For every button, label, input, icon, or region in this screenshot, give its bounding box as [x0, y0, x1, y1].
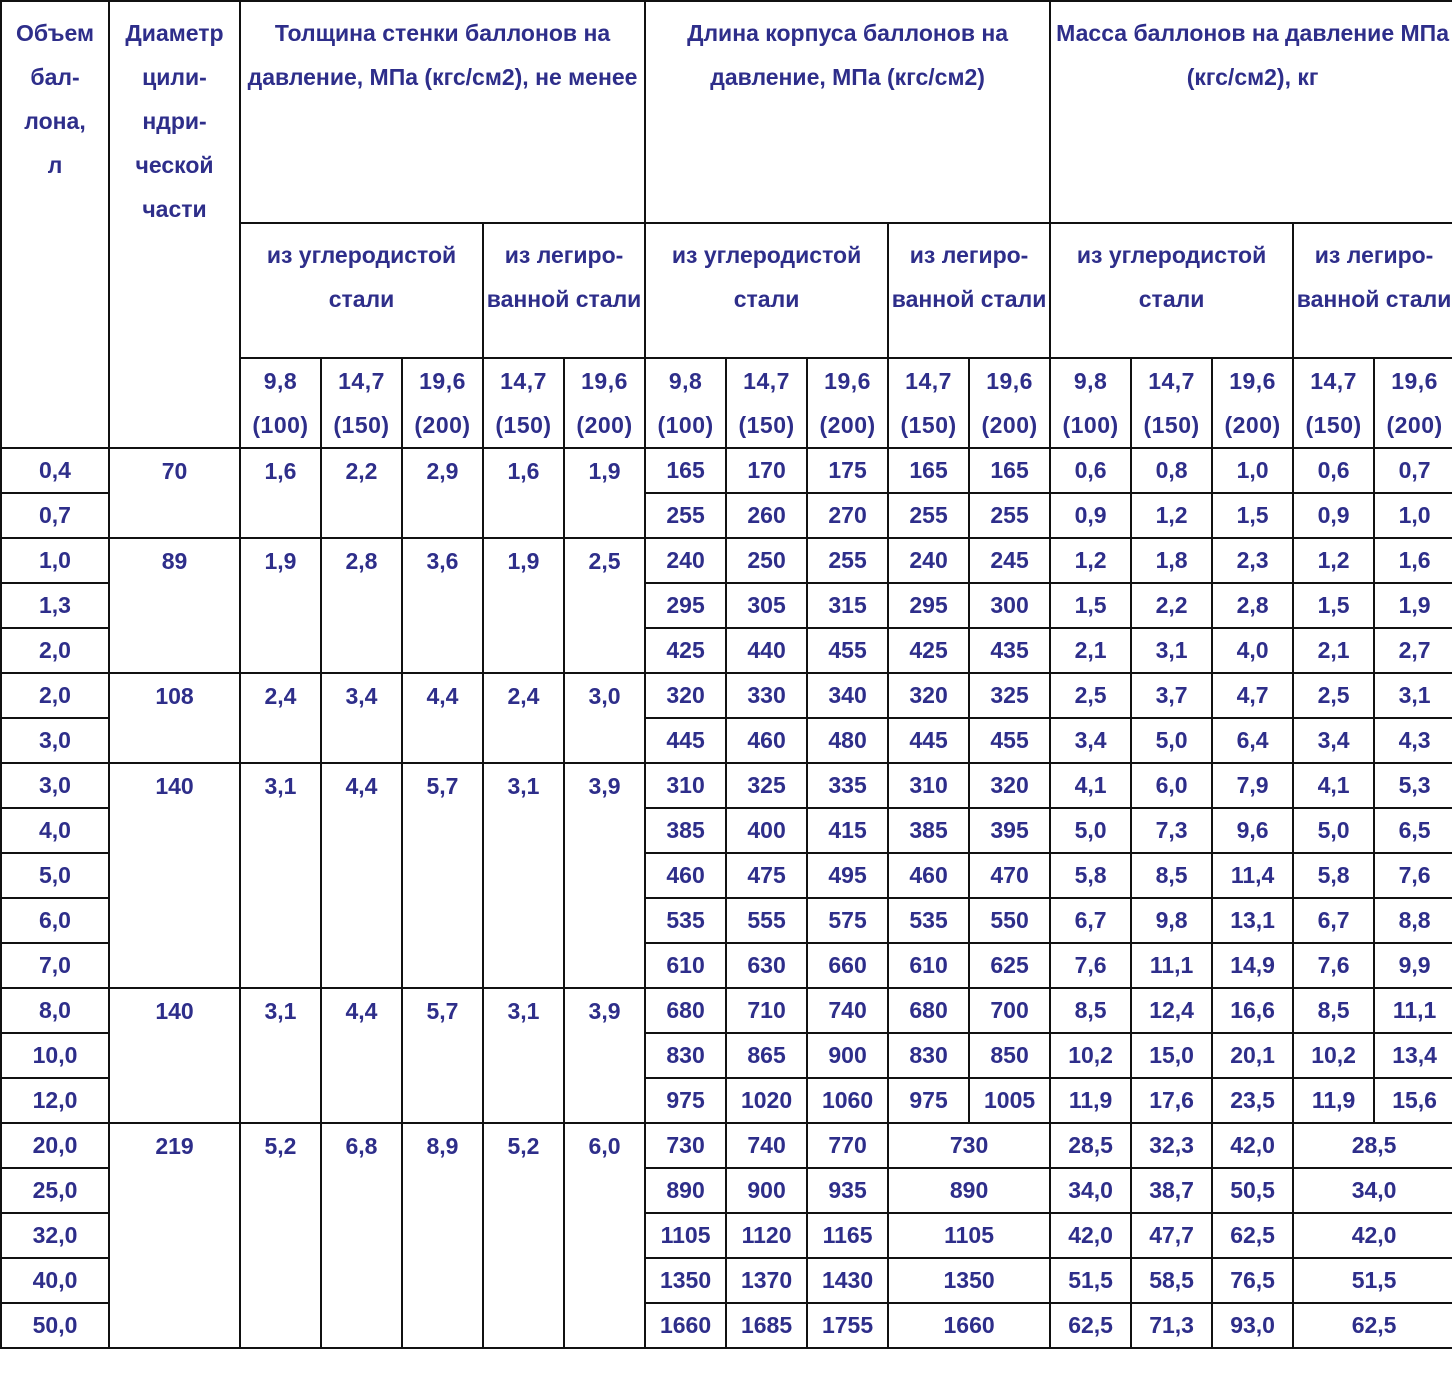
length-cell: 900: [726, 1168, 807, 1213]
mass-cell: 1,2: [1131, 493, 1212, 538]
mass-cell: 2,2: [1131, 583, 1212, 628]
length-cell: 935: [807, 1168, 888, 1213]
mass-cell: 9,8: [1131, 898, 1212, 943]
mass-cell: 2,3: [1212, 538, 1293, 583]
length-cell: 535: [645, 898, 726, 943]
pressure-header: 9,8 (100): [645, 358, 726, 448]
length-cell: 470: [969, 853, 1050, 898]
thickness-cell: 2,4: [483, 673, 564, 763]
length-cell: 385: [888, 808, 969, 853]
length-cell: 475: [726, 853, 807, 898]
length-cell: 710: [726, 988, 807, 1033]
length-alloy-header: из легиро-ванной стали: [888, 223, 1050, 358]
thickness-cell: 4,4: [321, 763, 402, 988]
length-cell: 1350: [888, 1258, 1050, 1303]
mass-cell: 4,1: [1050, 763, 1131, 808]
mass-cell: 71,3: [1131, 1303, 1212, 1348]
length-cell: 1430: [807, 1258, 888, 1303]
mass-cell: 5,0: [1293, 808, 1374, 853]
pressure-header: 19,6 (200): [1374, 358, 1452, 448]
length-cell: 480: [807, 718, 888, 763]
mass-cell: 4,7: [1212, 673, 1293, 718]
length-cell: 740: [807, 988, 888, 1033]
mass-cell: 62,5: [1050, 1303, 1131, 1348]
thickness-cell: 2,9: [402, 448, 483, 538]
mass-cell: 58,5: [1131, 1258, 1212, 1303]
mass-carbon-header: из углеродистой стали: [1050, 223, 1293, 358]
length-carbon-header: из углеродистой стали: [645, 223, 888, 358]
mass-cell: 93,0: [1212, 1303, 1293, 1348]
length-cell: 1005: [969, 1078, 1050, 1123]
length-cell: 295: [888, 583, 969, 628]
length-cell: 975: [645, 1078, 726, 1123]
mass-cell: 5,8: [1293, 853, 1374, 898]
table-body: [1, 448, 1452, 1348]
length-cell: 610: [888, 943, 969, 988]
mass-cell: 34,0: [1293, 1168, 1452, 1213]
pressure-header: 19,6 (200): [564, 358, 645, 448]
pressure-header: 14,7 (150): [1293, 358, 1374, 448]
mass-cell: 11,1: [1374, 988, 1452, 1033]
volume-cell: 6,0: [1, 898, 109, 943]
volume-cell: 7,0: [1, 943, 109, 988]
volume-cell: 1,0: [1, 538, 109, 583]
length-cell: 175: [807, 448, 888, 493]
length-cell: 250: [726, 538, 807, 583]
length-cell: 680: [888, 988, 969, 1033]
pressure-header: 19,6 (200): [807, 358, 888, 448]
mass-cell: 12,4: [1131, 988, 1212, 1033]
mass-cell: 1,0: [1212, 448, 1293, 493]
length-cell: 1165: [807, 1213, 888, 1258]
length-cell: 340: [807, 673, 888, 718]
mass-cell: 7,9: [1212, 763, 1293, 808]
mass-cell: 47,7: [1131, 1213, 1212, 1258]
volume-cell: 12,0: [1, 1078, 109, 1123]
mass-cell: 9,9: [1374, 943, 1452, 988]
table-row: [1, 673, 1452, 718]
length-cell: 395: [969, 808, 1050, 853]
mass-cell: 0,7: [1374, 448, 1452, 493]
mass-cell: 4,1: [1293, 763, 1374, 808]
length-cell: 770: [807, 1123, 888, 1168]
mass-cell: 0,6: [1050, 448, 1131, 493]
length-cell: 975: [888, 1078, 969, 1123]
pressure-header: 14,7 (150): [1131, 358, 1212, 448]
mass-cell: 51,5: [1050, 1258, 1131, 1303]
mass-cell: 13,1: [1212, 898, 1293, 943]
mass-cell: 2,5: [1293, 673, 1374, 718]
mass-cell: 34,0: [1050, 1168, 1131, 1213]
table-row: [1, 988, 1452, 1033]
mass-cell: 5,0: [1050, 808, 1131, 853]
volume-cell: 5,0: [1, 853, 109, 898]
length-cell: 610: [645, 943, 726, 988]
mass-cell: 7,6: [1374, 853, 1452, 898]
mass-cell: 1,8: [1131, 538, 1212, 583]
diameter-cell: 70: [109, 448, 240, 538]
mass-cell: 1,0: [1374, 493, 1452, 538]
mass-header: Масса баллонов на давление МПа (кгс/см2), кг: [1050, 1, 1452, 223]
length-cell: 1105: [645, 1213, 726, 1258]
length-cell: 330: [726, 673, 807, 718]
mass-cell: 0,9: [1050, 493, 1131, 538]
mass-cell: 20,1: [1212, 1033, 1293, 1078]
volume-cell: 3,0: [1, 763, 109, 808]
pressure-header: 14,7 (150): [888, 358, 969, 448]
length-cell: 400: [726, 808, 807, 853]
length-cell: 315: [807, 583, 888, 628]
mass-cell: 7,6: [1293, 943, 1374, 988]
length-cell: 440: [726, 628, 807, 673]
thickness-cell: 4,4: [321, 988, 402, 1123]
mass-cell: 23,5: [1212, 1078, 1293, 1123]
header-line: бал-: [30, 64, 80, 90]
length-cell: 1020: [726, 1078, 807, 1123]
pressure-header: 19,6 (200): [402, 358, 483, 448]
thickness-cell: 3,4: [321, 673, 402, 763]
mass-cell: 5,3: [1374, 763, 1452, 808]
length-cell: 625: [969, 943, 1050, 988]
mass-cell: 2,7: [1374, 628, 1452, 673]
thickness-cell: 6,8: [321, 1123, 402, 1348]
thickness-cell: 3,1: [240, 988, 321, 1123]
mass-cell: 8,5: [1050, 988, 1131, 1033]
mass-cell: 6,7: [1050, 898, 1131, 943]
length-cell: 1120: [726, 1213, 807, 1258]
mass-cell: 50,5: [1212, 1168, 1293, 1213]
length-cell: 630: [726, 943, 807, 988]
length-cell: 415: [807, 808, 888, 853]
header-line: Диаметр: [125, 20, 224, 46]
thickness-cell: 1,9: [240, 538, 321, 673]
mass-cell: 14,9: [1212, 943, 1293, 988]
mass-cell: 16,6: [1212, 988, 1293, 1033]
length-cell: 255: [645, 493, 726, 538]
mass-cell: 3,4: [1050, 718, 1131, 763]
length-cell: 325: [969, 673, 1050, 718]
length-cell: 385: [645, 808, 726, 853]
length-cell: 165: [969, 448, 1050, 493]
diameter-cell: 219: [109, 1123, 240, 1348]
mass-cell: 5,8: [1050, 853, 1131, 898]
thickness-carbon-header: из углеродистой стали: [240, 223, 483, 358]
mass-cell: 5,0: [1131, 718, 1212, 763]
thickness-cell: 3,9: [564, 763, 645, 988]
length-cell: 255: [807, 538, 888, 583]
mass-cell: 2,1: [1050, 628, 1131, 673]
header-line: л: [47, 152, 63, 178]
volume-cell: 1,3: [1, 583, 109, 628]
volume-cell: 10,0: [1, 1033, 109, 1078]
length-cell: 830: [645, 1033, 726, 1078]
pressure-header: 14,7 (150): [483, 358, 564, 448]
mass-cell: 2,1: [1293, 628, 1374, 673]
volume-cell: 40,0: [1, 1258, 109, 1303]
thickness-cell: 6,0: [564, 1123, 645, 1348]
mass-cell: 11,9: [1293, 1078, 1374, 1123]
mass-cell: 11,1: [1131, 943, 1212, 988]
table-row: [1, 538, 1452, 583]
mass-cell: 10,2: [1050, 1033, 1131, 1078]
length-cell: 1370: [726, 1258, 807, 1303]
length-cell: 435: [969, 628, 1050, 673]
length-cell: 245: [969, 538, 1050, 583]
thickness-cell: 3,6: [402, 538, 483, 673]
mass-cell: 62,5: [1212, 1213, 1293, 1258]
mass-cell: 28,5: [1293, 1123, 1452, 1168]
mass-cell: 42,0: [1212, 1123, 1293, 1168]
length-cell: 445: [645, 718, 726, 763]
length-cell: 260: [726, 493, 807, 538]
thickness-cell: 5,7: [402, 988, 483, 1123]
mass-cell: 0,6: [1293, 448, 1374, 493]
length-cell: 165: [645, 448, 726, 493]
thickness-cell: 4,4: [402, 673, 483, 763]
mass-cell: 15,0: [1131, 1033, 1212, 1078]
header-line: цили-: [142, 64, 207, 90]
mass-cell: 32,3: [1131, 1123, 1212, 1168]
thickness-cell: 1,6: [240, 448, 321, 538]
mass-cell: 6,4: [1212, 718, 1293, 763]
mass-cell: 1,9: [1374, 583, 1452, 628]
length-cell: 700: [969, 988, 1050, 1033]
thickness-cell: 3,9: [564, 988, 645, 1123]
length-cell: 305: [726, 583, 807, 628]
length-cell: 270: [807, 493, 888, 538]
header-line: части: [142, 196, 207, 222]
pressure-header: 14,7 (150): [321, 358, 402, 448]
length-cell: 1685: [726, 1303, 807, 1348]
length-cell: 325: [726, 763, 807, 808]
volume-cell: 2,0: [1, 673, 109, 718]
volume-header: [1, 1, 109, 448]
mass-cell: 10,2: [1293, 1033, 1374, 1078]
length-cell: 425: [888, 628, 969, 673]
mass-cell: 11,9: [1050, 1078, 1131, 1123]
thickness-cell: 5,2: [483, 1123, 564, 1348]
length-header: Длина корпуса баллонов на давление, МПа (кгс/см2): [645, 1, 1050, 223]
length-cell: 335: [807, 763, 888, 808]
length-cell: 555: [726, 898, 807, 943]
length-cell: 165: [888, 448, 969, 493]
mass-cell: 51,5: [1293, 1258, 1452, 1303]
length-cell: 830: [888, 1033, 969, 1078]
volume-cell: 4,0: [1, 808, 109, 853]
thickness-cell: 1,9: [564, 448, 645, 538]
mass-cell: 1,2: [1050, 538, 1131, 583]
length-cell: 865: [726, 1033, 807, 1078]
thickness-cell: 1,6: [483, 448, 564, 538]
table-row: [1, 763, 1452, 808]
diameter-cell: 140: [109, 763, 240, 988]
length-cell: 240: [645, 538, 726, 583]
mass-cell: 15,6: [1374, 1078, 1452, 1123]
length-cell: 320: [645, 673, 726, 718]
mass-cell: 8,5: [1131, 853, 1212, 898]
length-cell: 660: [807, 943, 888, 988]
length-cell: 320: [969, 763, 1050, 808]
mass-cell: 17,6: [1131, 1078, 1212, 1123]
header-line: Объем: [15, 20, 95, 46]
thickness-cell: 2,4: [240, 673, 321, 763]
length-cell: 460: [645, 853, 726, 898]
thickness-header: Толщина стенки баллонов на давление, МПа (кгс/см2), не менее: [240, 1, 645, 223]
volume-cell: 8,0: [1, 988, 109, 1033]
mass-cell: 4,0: [1212, 628, 1293, 673]
volume-cell: 25,0: [1, 1168, 109, 1213]
mass-cell: 2,5: [1050, 673, 1131, 718]
mass-cell: 3,1: [1374, 673, 1452, 718]
diameter-cell: 140: [109, 988, 240, 1123]
header-line: лона,: [24, 108, 86, 134]
pressure-header: 19,6 (200): [969, 358, 1050, 448]
diameter-cell: 108: [109, 673, 240, 763]
length-cell: 740: [726, 1123, 807, 1168]
mass-cell: 1,5: [1212, 493, 1293, 538]
mass-cell: 6,0: [1131, 763, 1212, 808]
thickness-cell: 2,8: [321, 538, 402, 673]
thickness-cell: 5,7: [402, 763, 483, 988]
length-cell: 240: [888, 538, 969, 583]
mass-cell: 8,8: [1374, 898, 1452, 943]
length-cell: 255: [888, 493, 969, 538]
mass-cell: 62,5: [1293, 1303, 1452, 1348]
header-line: ндри-: [142, 108, 207, 134]
mass-cell: 7,6: [1050, 943, 1131, 988]
length-cell: 730: [645, 1123, 726, 1168]
length-cell: 460: [888, 853, 969, 898]
mass-cell: 9,6: [1212, 808, 1293, 853]
length-cell: 445: [888, 718, 969, 763]
length-cell: 455: [969, 718, 1050, 763]
thickness-cell: 2,5: [564, 538, 645, 673]
length-cell: 1660: [888, 1303, 1050, 1348]
volume-cell: 32,0: [1, 1213, 109, 1258]
mass-cell: 1,2: [1293, 538, 1374, 583]
mass-cell: 3,4: [1293, 718, 1374, 763]
volume-cell: 0,7: [1, 493, 109, 538]
length-cell: 1105: [888, 1213, 1050, 1258]
mass-cell: 1,5: [1293, 583, 1374, 628]
pressure-header: 9,8 (100): [240, 358, 321, 448]
volume-cell: 3,0: [1, 718, 109, 763]
length-cell: 575: [807, 898, 888, 943]
mass-cell: 42,0: [1293, 1213, 1452, 1258]
thickness-cell: 3,1: [483, 988, 564, 1123]
length-cell: 1660: [645, 1303, 726, 1348]
mass-cell: 3,7: [1131, 673, 1212, 718]
mass-cell: 7,3: [1131, 808, 1212, 853]
length-cell: 730: [888, 1123, 1050, 1168]
mass-cell: 1,5: [1050, 583, 1131, 628]
length-cell: 1350: [645, 1258, 726, 1303]
length-cell: 535: [888, 898, 969, 943]
mass-cell: 2,8: [1212, 583, 1293, 628]
thickness-cell: 3,0: [564, 673, 645, 763]
mass-cell: 3,1: [1131, 628, 1212, 673]
length-cell: 890: [645, 1168, 726, 1213]
thickness-cell: 1,9: [483, 538, 564, 673]
volume-cell: 20,0: [1, 1123, 109, 1168]
length-cell: 425: [645, 628, 726, 673]
mass-cell: 76,5: [1212, 1258, 1293, 1303]
length-cell: 300: [969, 583, 1050, 628]
mass-cell: 38,7: [1131, 1168, 1212, 1213]
mass-cell: 42,0: [1050, 1213, 1131, 1258]
thickness-cell: 8,9: [402, 1123, 483, 1348]
length-cell: 550: [969, 898, 1050, 943]
length-cell: 310: [888, 763, 969, 808]
mass-cell: 0,8: [1131, 448, 1212, 493]
mass-cell: 0,9: [1293, 493, 1374, 538]
mass-cell: 1,6: [1374, 538, 1452, 583]
thickness-cell: 3,1: [483, 763, 564, 988]
length-cell: 320: [888, 673, 969, 718]
thickness-cell: 2,2: [321, 448, 402, 538]
length-cell: 460: [726, 718, 807, 763]
length-cell: 495: [807, 853, 888, 898]
mass-cell: 8,5: [1293, 988, 1374, 1033]
mass-cell: 6,7: [1293, 898, 1374, 943]
length-cell: 310: [645, 763, 726, 808]
mass-cell: 28,5: [1050, 1123, 1131, 1168]
volume-cell: 0,4: [1, 448, 109, 493]
volume-cell: 50,0: [1, 1303, 109, 1348]
volume-cell: 2,0: [1, 628, 109, 673]
pressure-header: 19,6 (200): [1212, 358, 1293, 448]
mass-cell: 4,3: [1374, 718, 1452, 763]
header-line: ческой: [135, 152, 214, 178]
length-cell: 295: [645, 583, 726, 628]
mass-alloy-header: из легиро-ванной стали: [1293, 223, 1452, 358]
length-cell: 1060: [807, 1078, 888, 1123]
length-cell: 900: [807, 1033, 888, 1078]
table-row: [1, 448, 1452, 493]
length-cell: 850: [969, 1033, 1050, 1078]
length-cell: 680: [645, 988, 726, 1033]
length-cell: 170: [726, 448, 807, 493]
mass-cell: 6,5: [1374, 808, 1452, 853]
mass-cell: 13,4: [1374, 1033, 1452, 1078]
diameter-header: [109, 1, 240, 448]
thickness-cell: 3,1: [240, 763, 321, 988]
length-cell: 455: [807, 628, 888, 673]
pressure-header: 9,8 (100): [1050, 358, 1131, 448]
diameter-cell: 89: [109, 538, 240, 673]
length-cell: 890: [888, 1168, 1050, 1213]
length-cell: 1755: [807, 1303, 888, 1348]
length-cell: 255: [969, 493, 1050, 538]
pressure-header: 14,7 (150): [726, 358, 807, 448]
table-row: [1, 1123, 1452, 1168]
thickness-cell: 5,2: [240, 1123, 321, 1348]
mass-cell: 11,4: [1212, 853, 1293, 898]
thickness-alloy-header: из легиро-ванной стали: [483, 223, 645, 358]
